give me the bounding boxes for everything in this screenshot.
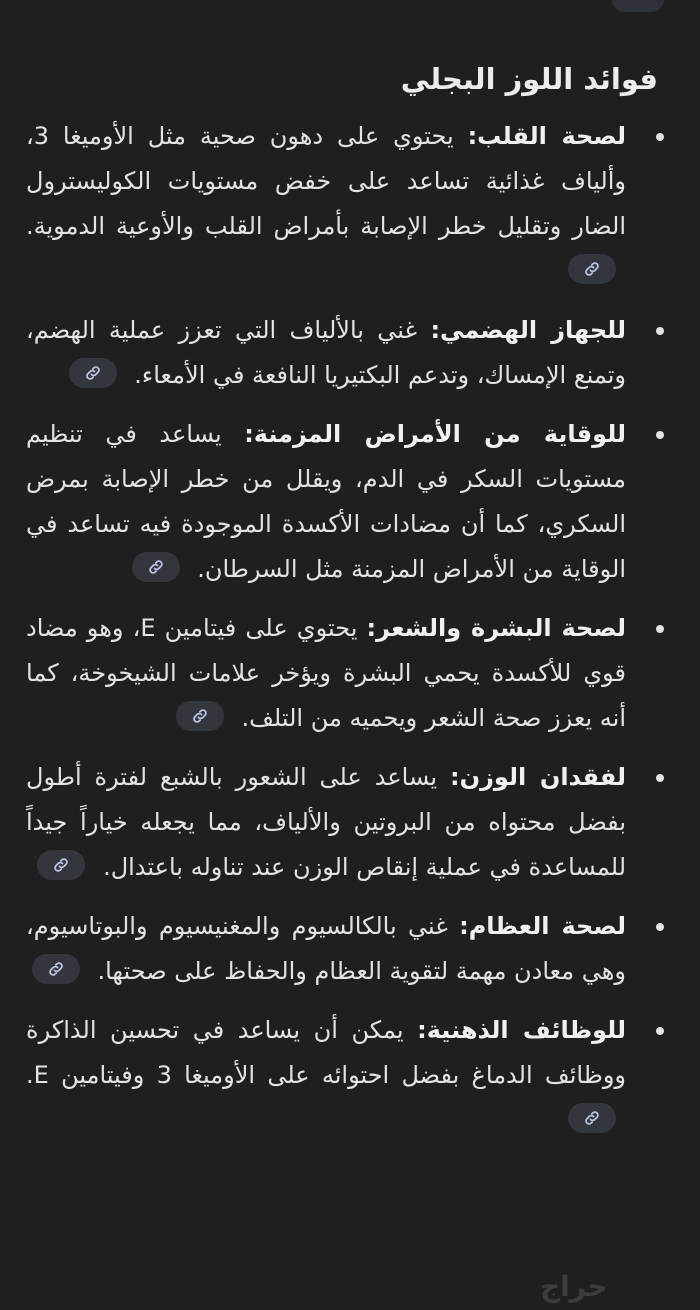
bullet-dot (656, 133, 664, 141)
bullet-dot (656, 1027, 664, 1035)
item-term: لفقدان الوزن: (450, 763, 627, 791)
top-source-chip[interactable] (612, 0, 664, 12)
item-term: للجهاز الهضمي: (430, 316, 626, 344)
item-text: يحتوي على دهون صحية مثل الأوميغا 3، وألياف غذائية تساعد على خفض مستويات الكوليسترول الضار وتقليل خطر الإصابة بأمراض القلب والأوعية الدموية. (26, 122, 626, 240)
section-heading: فوائد اللوز البجلي (400, 62, 658, 96)
bullet-dot (656, 431, 664, 439)
link-icon (147, 558, 165, 576)
item-text: غني بالكالسيوم والمغنيسيوم والبوتاسيوم، وهي معادن مهمة لتقوية العظام والحفاظ على صحتها. (26, 912, 626, 985)
item-term: للوقاية من الأمراض المزمنة: (244, 420, 626, 448)
item-text: يساعد في تنظيم مستويات السكر في الدم، ويقلل من خطر الإصابة بمرض السكري، كما أن مضادات الأكسدة الموجودة فيه تساعد في الوقاية من الأمراض المزمنة مثل السرطان. (26, 420, 626, 583)
link-icon (84, 364, 102, 382)
link-icon (583, 1109, 601, 1127)
list-item (26, 308, 670, 398)
item-text: يمكن أن يساعد في تحسين الذاكرة ووظائف الدماغ بفضل احتوائه على الأوميغا 3 وفيتامين E. (26, 1016, 627, 1089)
list-item (26, 606, 670, 741)
list-item (26, 412, 670, 592)
bullet-dot (656, 774, 664, 782)
source-link-button[interactable] (568, 254, 616, 284)
link-icon (52, 856, 70, 874)
list-item (26, 114, 670, 294)
source-link-button[interactable] (69, 358, 117, 388)
list-item (26, 904, 670, 994)
item-text: يحتوي على فيتامين E، وهو مضاد قوي للأكسدة يحمي البشرة ويؤخر علامات الشيخوخة، كما أنه يعزز صحة الشعر ويحميه من التلف. (26, 614, 626, 732)
item-term: للوظائف الذهنية: (417, 1016, 626, 1044)
link-icon (47, 960, 65, 978)
source-link-button[interactable] (32, 954, 80, 984)
bullet-dot (656, 625, 664, 633)
watermark-logo: حراج (540, 1270, 608, 1303)
item-text: غني بالألياف التي تعزز عملية الهضم، وتمنع الإمساك، وتدعم البكتيريا النافعة في الأمعاء. (26, 316, 626, 389)
response-content (26, 52, 670, 1157)
source-link-button[interactable] (37, 850, 85, 880)
source-link-button[interactable] (176, 701, 224, 731)
link-icon (583, 260, 601, 278)
bullet-dot (656, 923, 664, 931)
list-item (26, 755, 670, 890)
source-link-button[interactable] (568, 1103, 616, 1133)
item-term: لصحة البشرة والشعر: (366, 614, 626, 642)
list-item (26, 1008, 670, 1143)
item-text: يساعد على الشعور بالشبع لفترة أطول بفضل محتواه من البروتين والألياف، مما يجعله خياراً جيداً للمساعدة في عملية إنقاص الوزن عند تناوله باعتدال. (26, 763, 626, 881)
link-icon (191, 707, 209, 725)
source-link-button[interactable] (132, 552, 180, 582)
item-term: لصحة القلب: (467, 122, 627, 150)
bullet-dot (656, 327, 664, 335)
item-term: لصحة العظام: (459, 912, 626, 940)
benefits-list (26, 114, 670, 1143)
